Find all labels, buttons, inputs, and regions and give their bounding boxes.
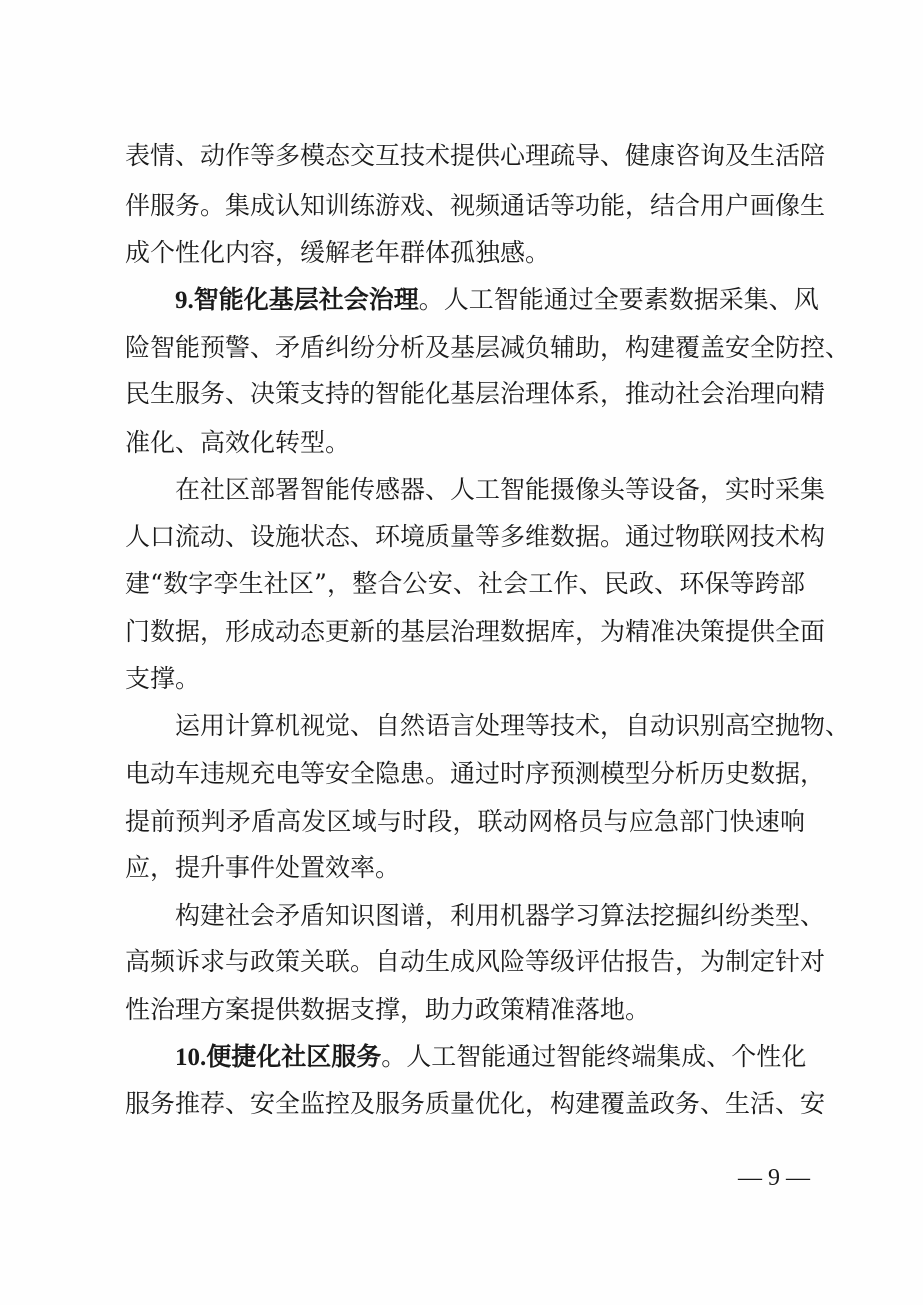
body-text-line: 人口流动、设施状态、环境质量等多维数据。通过物联网技术构 — [125, 522, 826, 551]
body-text-line: 高频诉求与政策关联。自动生成风险等级评估报告，为制定针对 — [125, 947, 826, 976]
section-heading — [175, 285, 419, 314]
body-text-line: 建“数字孪生社区”，整合公安、社会工作、民政、环保等跨部 — [125, 569, 805, 598]
section-heading — [175, 1042, 381, 1071]
body-text-line: 险智能预警、矛盾纠纷分析及基层减负辅助，构建覆盖安全防控、 — [125, 333, 851, 362]
body-text-line: 门数据，形成动态更新的基层治理数据库，为精准决策提供全面 — [125, 617, 826, 646]
section-title: 便捷化社区服务 — [206, 1042, 382, 1071]
body-text-line: 在社区部署智能传感器、人工智能摄像头等设备，实时采集 — [175, 475, 826, 504]
body-text-line: 服务推荐、安全监控及服务质量优化，构建覆盖政务、生活、安 — [125, 1089, 826, 1118]
body-text-line: 电动车违规充电等安全隐患。通过时序预测模型分析历史数据， — [125, 759, 826, 788]
body-text-line: 提前预判矛盾高发区域与时段，联动网格员与应急部门快速响 — [125, 807, 805, 836]
body-text-line: 表情、动作等多模态交互技术提供心理疏导、健康咨询及生活陪 — [125, 141, 826, 170]
section-number: 10. — [175, 1044, 207, 1071]
body-text-line: 伴服务。集成认知训练游戏、视频通话等功能，结合用户画像生 — [125, 191, 826, 220]
body-text-line: 应，提升事件处置效率。 — [125, 853, 401, 882]
body-text-line: 准化、高效化转型。 — [125, 428, 351, 457]
body-text-line: 支撑。 — [125, 664, 201, 693]
body-text: 。人工智能通过智能终端集成、个性化 — [381, 1042, 807, 1071]
section-heading-line — [175, 280, 819, 320]
body-text-line: 运用计算机视觉、自然语言处理等技术，自动识别高空抛物、 — [175, 711, 851, 740]
body-text-line: 性治理方案提供数据支撑，助力政策精准落地。 — [125, 995, 651, 1024]
body-text: 。人工智能通过全要素数据采集、风 — [418, 285, 819, 314]
body-text-line: 成个性化内容，缓解老年群体孤独感。 — [125, 238, 551, 267]
body-text-line: 民生服务、决策支持的智能化基层治理体系，推动社会治理向精 — [125, 379, 826, 408]
section-title: 智能化基层社会治理 — [193, 285, 419, 314]
page-number: — 9 — — [738, 1165, 810, 1191]
section-number: 9. — [175, 287, 194, 314]
body-text-line: 构建社会矛盾知识图谱，利用机器学习算法挖掘纠纷类型、 — [175, 901, 826, 930]
section-heading-line — [175, 1037, 805, 1077]
